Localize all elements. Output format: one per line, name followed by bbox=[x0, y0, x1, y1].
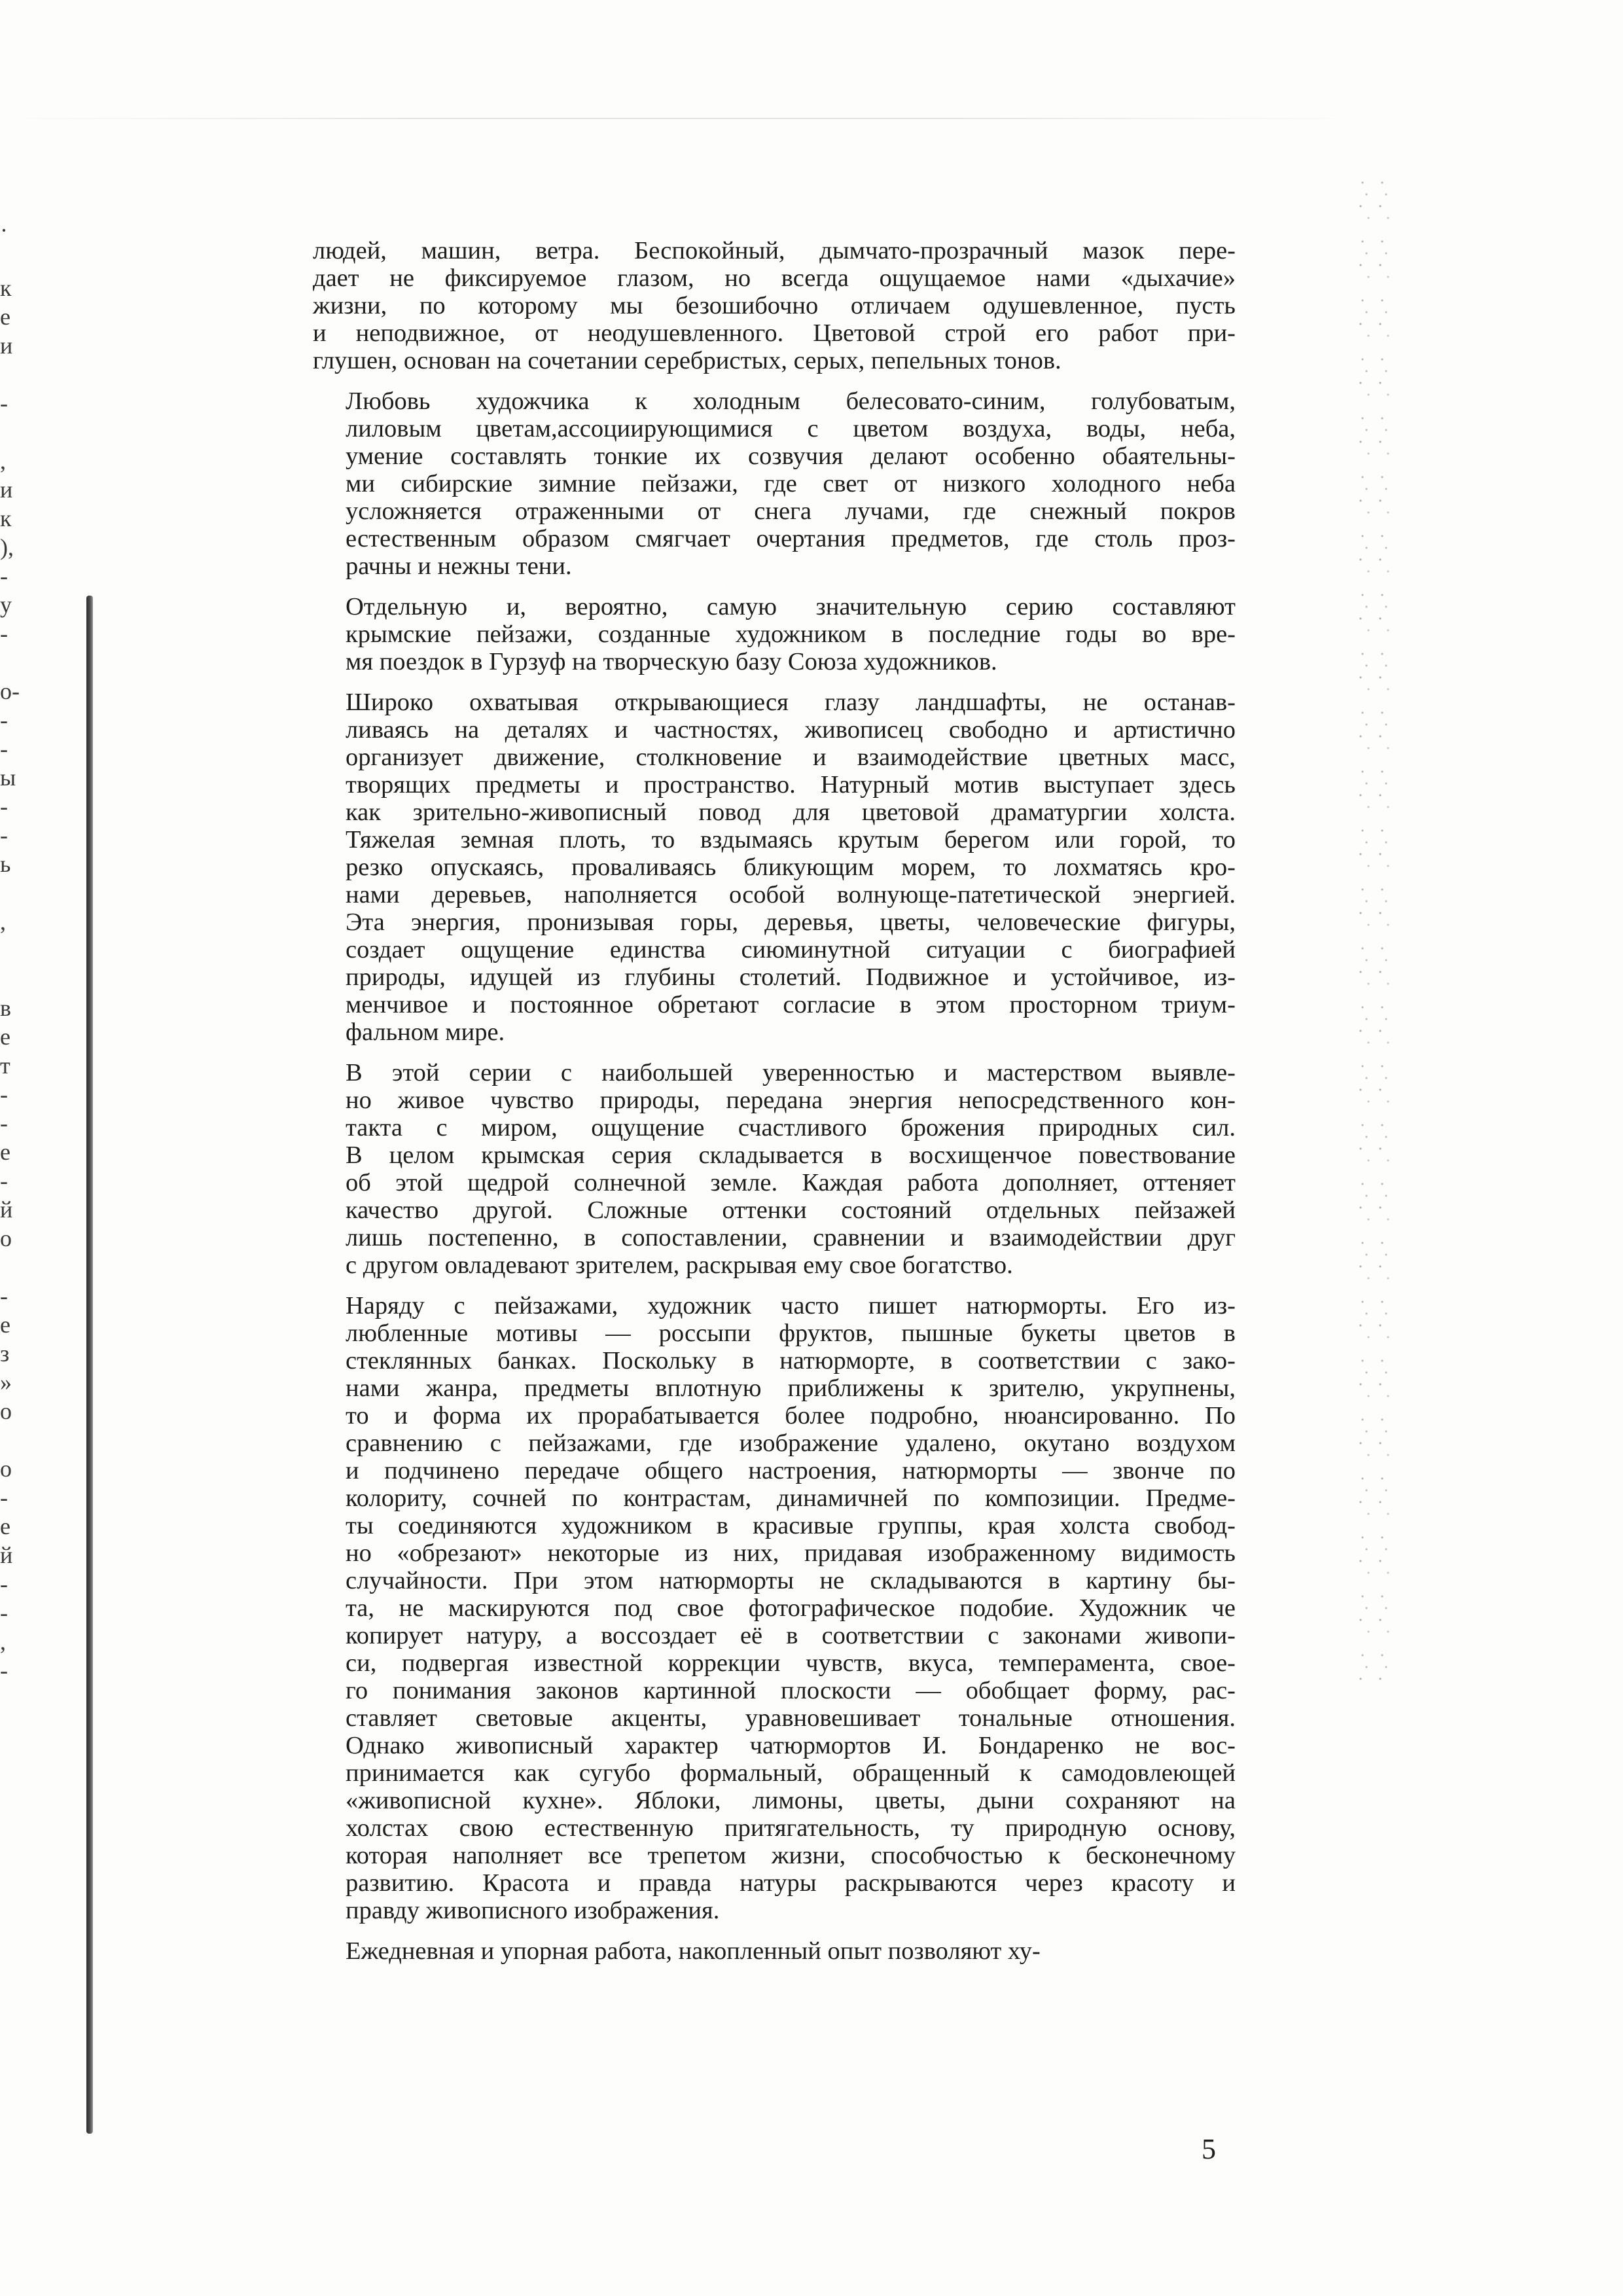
text-line: В этой серии с наибольшей уверенностью и мастерством выявле- bbox=[346, 1059, 1236, 1086]
text-line: рачны и нежны тени. bbox=[346, 552, 572, 580]
margin-fragment: ы bbox=[0, 764, 16, 791]
margin-fragment: о bbox=[0, 1225, 12, 1251]
margin-fragment: - bbox=[0, 1571, 8, 1597]
text-line: менчивое и постоянное обретают согласие в этом просторном триум- bbox=[346, 991, 1236, 1018]
paragraph bbox=[313, 593, 1236, 675]
text-line: холстах свою естественную притягательность, ту природную основу, bbox=[346, 1814, 1236, 1842]
margin-fragment: - bbox=[0, 707, 8, 733]
text-line: стеклянных банках. Поскольку в натюрморте, в соответствии с зако- bbox=[346, 1347, 1236, 1374]
margin-fragment: - bbox=[0, 1110, 8, 1136]
text-line: крымские пейзажи, созданные художником в последние годы во вре- bbox=[346, 620, 1236, 648]
margin-fragment: - bbox=[0, 390, 8, 416]
margin-fragment: , bbox=[0, 908, 6, 935]
text-line: об этой щедрой солнечной земле. Каждая работа дополняет, оттеняет bbox=[346, 1169, 1236, 1196]
text-line: с другом овладевают зрителем, раскрывая ему свое богатство. bbox=[346, 1251, 1013, 1279]
margin-fragment: - bbox=[0, 1600, 8, 1626]
text-line: дает не фиксируемое глазом, но всегда ощущаемое нами «дыхачие» bbox=[313, 264, 1236, 292]
margin-fragment bbox=[0, 245, 26, 274]
paragraph bbox=[313, 689, 1236, 1046]
text-line: Тяжелая земная плоть, то вздымаясь крутым берегом или горой, то bbox=[346, 826, 1236, 853]
margin-fragment: з bbox=[0, 1340, 10, 1367]
text-line: которая наполняет все трепетом жизни, способчостью к бесконечному bbox=[346, 1842, 1236, 1869]
margin-fragment: о bbox=[0, 1398, 12, 1424]
paragraph bbox=[313, 1292, 1236, 1924]
text-line: лишь постепенно, в сопоставлении, сравнении и взаимодействии друг bbox=[346, 1224, 1236, 1251]
margin-fragment: - bbox=[0, 1168, 8, 1194]
margin-fragment: и bbox=[0, 476, 13, 503]
text-line: Широко охватывая открывающиеся глазу ландшафты, не останав- bbox=[346, 689, 1236, 716]
margin-fragment: · bbox=[0, 217, 8, 243]
text-line: людей, машин, ветра. Беспокойный, дымчато-прозрачный мазок пере- bbox=[313, 237, 1236, 264]
text-line: принимается как сугубо формальный, обращенный к самодовлеющей bbox=[346, 1759, 1236, 1787]
text-line: Отдельную и, вероятно, самую значительную серию составляют bbox=[346, 593, 1236, 620]
margin-fragment: й bbox=[0, 1542, 13, 1568]
text-line: колориту, сочней по контрастам, динамичней по композиции. Предме- bbox=[346, 1484, 1236, 1512]
text-line: лиловым цветам,ассоциирующимися с цветом воздуха, воды, неба, bbox=[346, 415, 1236, 442]
text-line: жизни, по которому мы безошибочно отличаем одушевленное, пусть bbox=[313, 292, 1236, 319]
text-line: Любовь художчика к холодным белесовато-синим, голубоватым, bbox=[346, 387, 1236, 415]
right-margin-noise bbox=[1355, 177, 1394, 1682]
text-line: Ежедневная и упорная работа, накопленный опыт позволяют ху- bbox=[346, 1937, 1041, 1965]
margin-fragment: - bbox=[0, 1081, 8, 1107]
text-line: Наряду с пейзажами, художник часто пишет натюрморты. Его из- bbox=[346, 1292, 1236, 1319]
margin-fragment: е bbox=[0, 1024, 10, 1050]
margin-fragment: е bbox=[0, 1139, 10, 1165]
margin-fragment: о bbox=[0, 1456, 12, 1482]
text-line: нами жанра, предметы вплотную приближены к зрителю, укрупнены, bbox=[346, 1374, 1236, 1402]
text-line: но «обрезают» некоторые из них, придавая изображенному видимость bbox=[346, 1539, 1236, 1567]
text-line: естественным образом смягчает очертания предметов, где столь проз- bbox=[346, 525, 1236, 552]
margin-fragment: й bbox=[0, 1196, 13, 1223]
text-line: фальном мире. bbox=[346, 1018, 505, 1046]
text-line: глушен, основан на сочетании серебристых, серых, пепельных тонов. bbox=[313, 347, 1061, 374]
text-line: та, не маскируются под свое фотографическое подобие. Художник че bbox=[346, 1594, 1236, 1622]
margin-fragment: - bbox=[0, 793, 8, 819]
margin-fragment bbox=[0, 965, 26, 994]
text-line: творящих предметы и пространство. Натурный мотив выступает здесь bbox=[346, 771, 1236, 798]
text-line: природы, идущей из глубины столетий. Подвижное и устойчивое, из- bbox=[346, 963, 1236, 991]
margin-fragment: и bbox=[0, 332, 13, 359]
paragraph bbox=[313, 237, 1236, 374]
body-text bbox=[313, 237, 1236, 1978]
text-line: случайности. При этом натюрморты не складываются в картину бы- bbox=[346, 1567, 1236, 1594]
text-line: качество другой. Сложные оттенки состояний отдельных пейзажей bbox=[346, 1196, 1236, 1224]
margin-fragment: - bbox=[0, 563, 8, 589]
text-line: сравнению с пейзажами, где изображение удалено, окутано воздухом bbox=[346, 1429, 1236, 1457]
margin-fragment bbox=[0, 878, 26, 907]
margin-fragment: к bbox=[0, 505, 12, 531]
text-line: ставляет световые акценты, уравновешивает тональные отношения. bbox=[346, 1704, 1236, 1732]
margin-fragment: т bbox=[0, 1052, 10, 1079]
text-line: резко опускаясь, проваливаясь бликующим морем, то лохматясь кро- bbox=[346, 853, 1236, 881]
text-line: «живописной кухне». Яблоки, лимоны, цветы, дыни сохраняют на bbox=[346, 1787, 1236, 1814]
text-line: го понимания законов картинной плоскости — обобщает форму, рас- bbox=[346, 1677, 1236, 1704]
margin-fragment: - bbox=[0, 736, 8, 762]
paragraph bbox=[313, 1937, 1236, 1965]
text-line: ми сибирские зимние пейзажи, где свет от низкого холодного неба bbox=[346, 470, 1236, 497]
binding-shadow bbox=[86, 596, 93, 2134]
text-line: мя поездок в Гурзуф на творческую базу Союза художников. bbox=[346, 648, 997, 675]
text-line: Эта энергия, пронизывая горы, деревья, цветы, человеческие фигуры, bbox=[346, 908, 1236, 936]
text-line: умение составлять тонкие их созвучия делают особенно обаятельны- bbox=[346, 442, 1236, 470]
margin-fragment: ), bbox=[0, 534, 14, 560]
margin-fragment: , bbox=[0, 1628, 6, 1655]
margin-fragment: к bbox=[0, 275, 12, 301]
paragraph bbox=[313, 387, 1236, 580]
text-line: ты соединяются художником в красивые группы, края холста свобод- bbox=[346, 1512, 1236, 1539]
text-line: нами деревьев, наполняется особой волнующе-патетической энергией. bbox=[346, 881, 1236, 908]
text-line: и подчинено передаче общего настроения, натюрморты — звонче по bbox=[346, 1457, 1236, 1484]
text-line: ливаясь на деталях и частностях, живописец свободно и артистично bbox=[346, 716, 1236, 744]
margin-fragment: , bbox=[0, 448, 6, 474]
text-line: В целом крымская серия складывается в восхищенчое повествование bbox=[346, 1141, 1236, 1169]
margin-fragment bbox=[0, 936, 26, 965]
margin-fragment bbox=[0, 1426, 26, 1454]
margin-fragment: - bbox=[0, 822, 8, 848]
margin-fragment: » bbox=[0, 1369, 12, 1395]
margin-fragment bbox=[0, 648, 26, 677]
margin-fragment: о- bbox=[0, 678, 20, 704]
text-line: такта с миром, ощущение счастливого брожения природных сил. bbox=[346, 1114, 1236, 1141]
margin-fragment: - bbox=[0, 1283, 8, 1309]
margin-fragment bbox=[0, 1253, 26, 1282]
text-line: правду живописного изображения. bbox=[346, 1897, 720, 1924]
text-line: развитию. Красота и правда натуры раскрываются через красоту и bbox=[346, 1869, 1236, 1897]
margin-fragment: е bbox=[0, 304, 10, 330]
margin-fragment: ь bbox=[0, 851, 11, 877]
margin-fragment: - bbox=[0, 1657, 8, 1683]
text-line: копирует натуру, а воссоздает её в соответствии с законами живопи- bbox=[346, 1622, 1236, 1649]
text-line: усложняется отраженными от снега лучами, где снежный покров bbox=[346, 497, 1236, 525]
text-line: то и форма их прорабатывается более подробно, нюансированно. По bbox=[346, 1402, 1236, 1429]
text-line: создает ощущение единства сиюминутной ситуации с биографией bbox=[346, 936, 1236, 963]
margin-fragment bbox=[0, 360, 26, 389]
text-line: любленные мотивы — россыпи фруктов, пышные букеты цветов в bbox=[346, 1319, 1236, 1347]
text-line: но живое чувство природы, передана энергия непосредственного кон- bbox=[346, 1086, 1236, 1114]
text-line: организует движение, столкновение и взаимодействие цветных масс, bbox=[346, 744, 1236, 771]
text-line: и неподвижное, от неодушевленного. Цветовой строй его работ при- bbox=[313, 319, 1236, 347]
margin-fragment bbox=[0, 1685, 26, 1713]
text-line: си, подвергая известной коррекции чувств, вкуса, темперамента, свое- bbox=[346, 1649, 1236, 1677]
margin-fragment bbox=[0, 418, 26, 446]
margin-fragment: - bbox=[0, 1484, 8, 1511]
paragraph bbox=[313, 1059, 1236, 1279]
margin-fragment: - bbox=[0, 620, 8, 647]
text-line: Однако живописный характер чатюрмортов И. Бондаренко не вос- bbox=[346, 1732, 1236, 1759]
page-number: 5 bbox=[1202, 2133, 1216, 2165]
margin-fragment: е bbox=[0, 1312, 10, 1338]
page-fold-shadow bbox=[0, 118, 1361, 119]
margin-fragment: е bbox=[0, 1513, 10, 1539]
text-line: как зрительно-живописный повод для цветовой драматургии холста. bbox=[346, 798, 1236, 826]
margin-fragment: у bbox=[0, 592, 12, 618]
margin-fragment: в bbox=[0, 995, 11, 1021]
left-margin-fragments bbox=[0, 216, 26, 1713]
